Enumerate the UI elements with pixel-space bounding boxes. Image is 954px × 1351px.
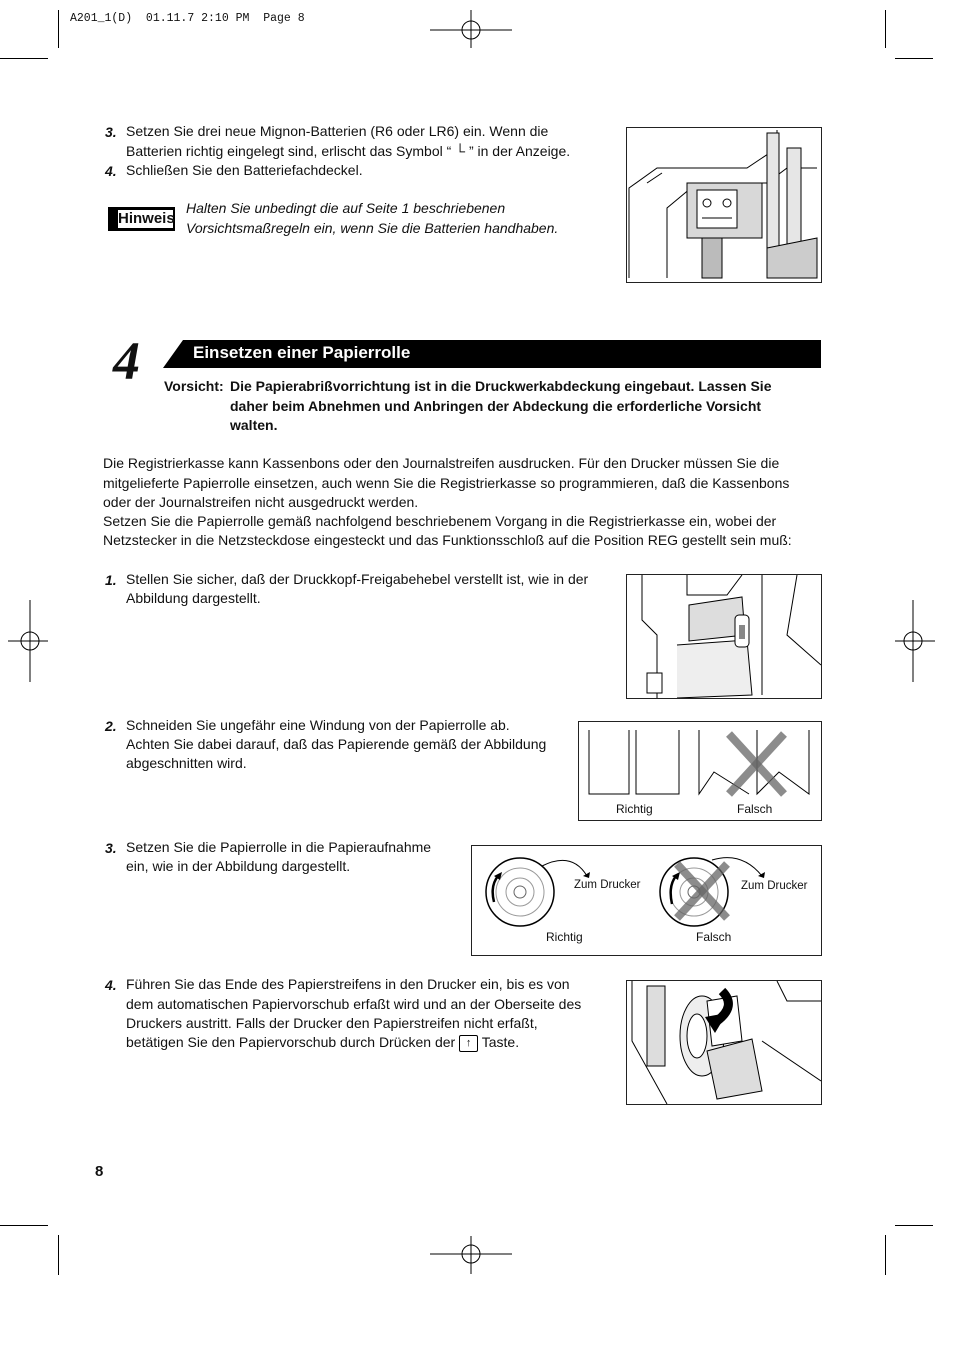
step-number: 4. (105, 977, 117, 993)
registration-mark-top (430, 8, 512, 48)
section-number: 4 (113, 331, 140, 391)
caption-to-printer: Zum Drucker (741, 880, 808, 892)
caution-label: Vorsicht: (164, 378, 224, 394)
step-text: abgeschnitten wird. (126, 755, 247, 771)
section-title-bar (163, 340, 821, 368)
note-text: Vorsichtsmaßregeln ein, wenn Sie die Batterien handhaben. (186, 220, 559, 236)
crop-mark (885, 10, 886, 48)
step-number: 3. (105, 840, 117, 856)
note-text: Halten Sie unbedingt die auf Seite 1 beschriebenen (186, 200, 506, 216)
paper-cut-illustration (578, 721, 822, 821)
step-text: Führen Sie das Ende des Papierstreifens in den Drucker ein, bis es von (126, 976, 570, 992)
paper-feed-key-icon: ↑ (459, 1035, 478, 1052)
section-title: Einsetzen einer Papierrolle (193, 343, 411, 362)
crop-mark (58, 10, 59, 48)
step-text: dem automatischen Papiervorschub erfaßt wird und an der Oberseite des (126, 996, 582, 1012)
intro-paragraph: Netzstecker in die Netzsteckdose eingesteckt und das Funktionsschloß auf die Position REG gestellt sein muß: (103, 532, 792, 548)
step-number: 2. (105, 718, 117, 734)
step-text: Batterien richtig eingelegt sind, erlischt das Symbol “ └ ” in der Anzeige. (126, 143, 571, 159)
step-text: betätigen Sie den Papiervorschub durch Drücken der ↑ Taste. (126, 1034, 520, 1050)
registration-mark-left (8, 600, 48, 682)
step-text: Stellen Sie sicher, daß der Druckkopf-Freigabehebel verstellt ist, wie in der (126, 571, 589, 587)
step-text: Druckers austritt. Falls der Drucker den Papierstreifen nicht erfaßt, (126, 1015, 538, 1031)
step-text: ein, wie in der Abbildung dargestellt. (126, 858, 351, 874)
registration-mark-right (895, 600, 935, 682)
intro-paragraph: Setzen Sie die Papierrolle gemäß nachfolgend beschriebenem Vorgang in die Registrierkasse ein, wobei der (103, 513, 777, 529)
step-text: Achten Sie dabei darauf, daß das Papierende gemäß der Abbildung (126, 736, 547, 752)
crop-mark (0, 1225, 48, 1226)
intro-paragraph: mitgelieferte Papierrolle einsetzen, auch wenn Sie die Registrierkasse so programmieren, daß die Kassenbons (103, 475, 790, 491)
battery-compartment-illustration (626, 127, 822, 283)
caption-wrong: Falsch (696, 930, 732, 944)
note-badge: Hinweis (108, 207, 175, 231)
paper-roll-orientation-illustration (471, 845, 822, 956)
step-text: Setzen Sie drei neue Mignon-Batterien (R6 oder LR6) ein. Wenn die (126, 123, 549, 139)
caption-right: Richtig (546, 930, 583, 944)
caption-right: Richtig (616, 802, 653, 816)
crop-mark (0, 58, 48, 59)
crop-mark (885, 1235, 886, 1275)
crop-mark (895, 58, 933, 59)
step-text: Abbildung dargestellt. (126, 590, 261, 606)
step-text: Schließen Sie den Batteriefachdeckel. (126, 162, 363, 178)
paper-feed-illustration (626, 980, 822, 1105)
crop-mark (58, 1235, 59, 1275)
caption-wrong: Falsch (737, 802, 773, 816)
intro-paragraph: Die Registrierkasse kann Kassenbons oder den Journalstreifen ausdrucken. Für den Drucker müssen Sie die (103, 455, 780, 471)
caution-text: walten. (230, 417, 278, 433)
crop-mark (895, 1225, 933, 1226)
registration-mark-bottom (430, 1236, 512, 1276)
step-text: Setzen Sie die Papierrolle in die Papieraufnahme (126, 839, 432, 855)
caption-to-printer: Zum Drucker (574, 879, 641, 891)
print-head-lever-illustration (626, 574, 822, 699)
step-number: 3. (105, 124, 117, 140)
step-number: 1. (105, 572, 117, 588)
step-text: Schneiden Sie ungefähr eine Windung von der Papierrolle ab. (126, 717, 510, 733)
print-header: A201_1(D) 01.11.7 2:10 PM Page 8 (70, 12, 305, 25)
caution-text: daher beim Abnehmen und Anbringen der Abdeckung die erforderliche Vorsicht (230, 398, 762, 414)
page-number: 8 (95, 1163, 104, 1180)
caution-text: Die Papierabrißvorrichtung ist in die Druckwerkabdeckung eingebaut. Lassen Sie (230, 378, 772, 394)
intro-paragraph: oder der Journalstreifen nicht ausgedruckt werden. (103, 494, 419, 510)
step-number: 4. (105, 163, 117, 179)
